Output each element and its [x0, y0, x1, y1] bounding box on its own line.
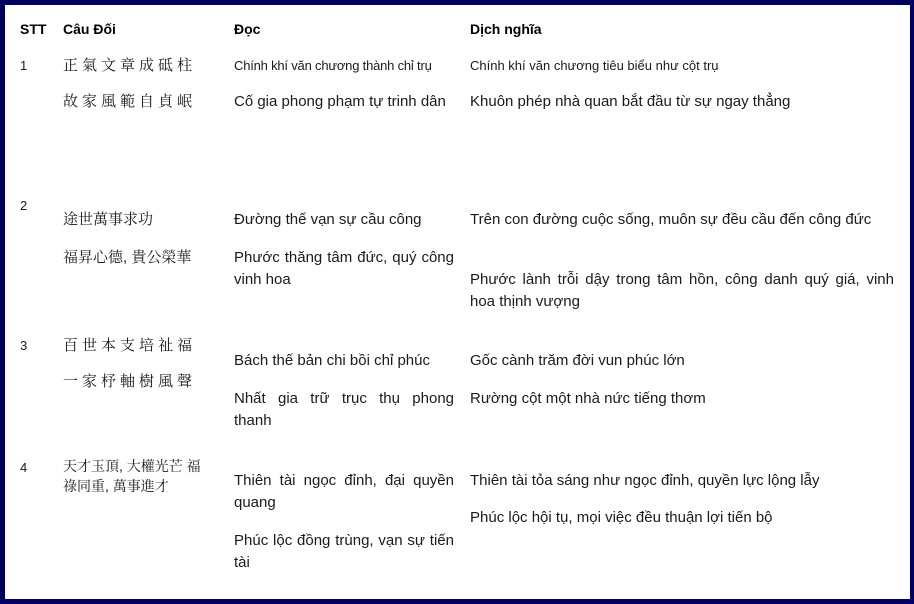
row4-reading-line2: Phúc lộc đồng trùng, vạn sự tiến tài: [234, 532, 454, 571]
row1-couplet-line1: 正氣文章成砥柱: [63, 57, 197, 74]
row3-couplet-line2: 一家杼軸樹風聲: [63, 373, 197, 390]
row3-meaning-line2: Rường cột một nhà nức tiếng thơm: [470, 390, 706, 407]
row2-reading-line1: Đường thế vạn sự cầu công: [234, 211, 422, 228]
header-doc: Đọc: [234, 21, 261, 37]
row4-meaning-line1: Thiên tài tỏa sáng như ngọc đỉnh, quyền lực lộng lẫy: [470, 472, 820, 489]
row2-reading-line2: Phước thăng tâm đức, quý công vinh hoa: [234, 249, 454, 288]
row1-couplet-line2: 故家風範自貞岷: [63, 93, 197, 110]
row2-meaning-line2: Phước lành trỗi dậy trong tâm hồn, công danh quý giá, vinh hoa thịnh vượng: [470, 271, 894, 310]
row2-stt: 2: [20, 198, 28, 213]
row1-stt: 1: [20, 58, 28, 73]
row1-meaning-line1: Chính khí văn chương tiêu biểu như cột trụ: [470, 58, 719, 73]
row3-reading-line1: Bách thế bản chi bồi chỉ phúc: [234, 352, 430, 369]
row3-meaning-line1: Gốc cành trăm đời vun phúc lớn: [470, 352, 685, 369]
row4-meaning-line2: Phúc lộc hội tụ, mọi việc đều thuận lợi tiến bộ: [470, 509, 773, 526]
row1-reading-line2: Cố gia phong phạm tự trinh dân: [234, 93, 446, 110]
row2-couplet-line1: 途世萬事求功: [63, 211, 154, 228]
row4-stt: 4: [20, 460, 28, 475]
header-cau-doi: Câu Đối: [63, 21, 116, 37]
row3-couplet-line1: 百世本支培祉福: [63, 337, 197, 354]
header-stt: STT: [20, 21, 47, 37]
row2-couplet-line2: 福昇心德, 貴公榮華: [63, 249, 192, 266]
couplet-table: [5, 5, 910, 599]
row3-stt: 3: [20, 338, 28, 353]
header-dich-nghia: Dịch nghĩa: [470, 21, 542, 37]
row1-reading-line1: Chính khí văn chương thành chỉ trụ: [234, 58, 432, 73]
row4-reading-line1: Thiên tài ngọc đỉnh, đại quyền quang: [234, 472, 454, 511]
row1-meaning-line2: Khuôn phép nhà quan bắt đầu từ sự ngay thẳng: [470, 93, 791, 110]
row2-meaning-line1: Trên con đường cuộc sống, muôn sự đều cầu đến công đức: [470, 211, 872, 228]
row4-couplet: 天才玉頂, 大權光芒 福祿同重, 萬事進才: [63, 458, 201, 494]
row3-reading-line2: Nhất gia trữ trục thụ phong thanh: [234, 390, 454, 429]
